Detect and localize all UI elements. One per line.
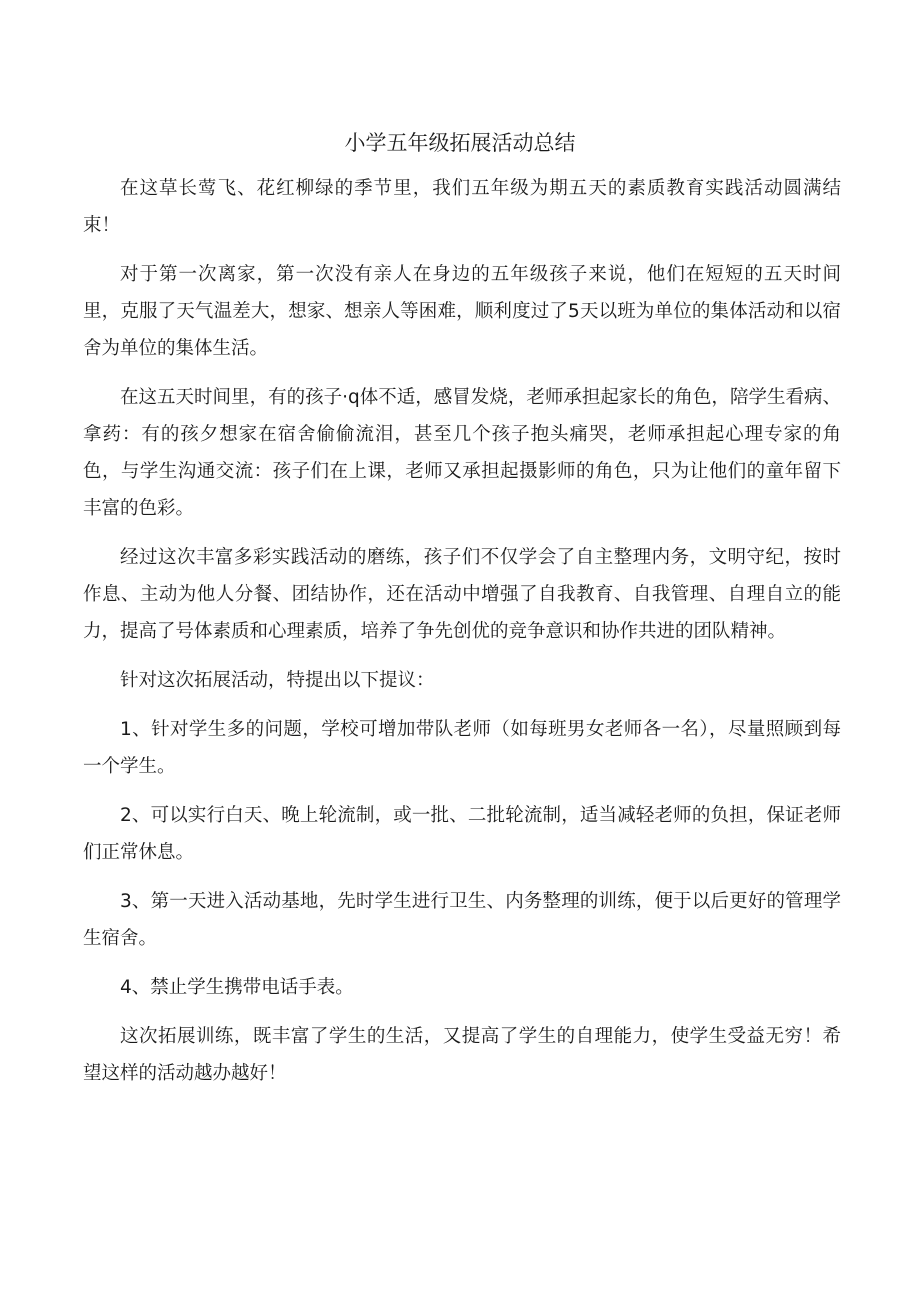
paragraph-suggestions-intro: 针对这次拓展活动，特提出以下提议：: [120, 670, 435, 691]
paragraph-first-time-away: 对于第一次离家，第一次没有亲人在身边的五年级孩子来说，他们在短短的五天时间里，克服了天气温差大，想家、想亲人等困难，顺利度过了5天以班为单位的集体活动和以宿舍为单位的集体生活。: [83, 264, 841, 359]
paragraph-intro: 在这草长莺飞、花红柳绿的季节里，我们五年级为期五天的素质教育实践活动圆满结束！: [83, 178, 841, 236]
suggestion-item-2: 2、可以实行白天、晚上轮流制，或一批、二批轮流制，适当减轻老师的负担，保证老师们正常休息。: [83, 805, 841, 863]
paragraph-teacher-roles: 在这五天时间里，有的孩子·q体不适，感冒发烧，老师承担起家长的角色，陪学生看病、拿药：有的孩夕想家在宿舍偷偷流泪，甚至几个孩子抱头痛哭，老师承担起心理专家的角色，与学生沟通交流：孩子们在上课，老师又承担起摄影师的角色，只为让他们的童年留下丰富的色彩。: [83, 387, 841, 519]
suggestion-item-4: 4、禁止学生携带电话手表。: [120, 977, 354, 998]
suggestion-item-1: 1、针对学生多的问题，学校可增加带队老师（如每班男女老师各一名），尽量照顾到每一个学生。: [83, 719, 841, 777]
page-title: 小学五年级拓展活动总结: [344, 131, 576, 155]
paragraph-achievements: 经过这次丰富多彩实践活动的磨练，孩子们不仅学会了自主整理内务，文明守纪，按时作息、主动为他人分餐、团结协作，还在活动中增强了自我教育、自我管理、自理自立的能力，提高了号体素质和心理素质，培养了争先创优的竞争意识和协作共进的团队精神。: [83, 547, 841, 642]
suggestion-item-3: 3、第一天进入活动基地，先时学生进行卫生、内务整理的训练，便于以后更好的管理学生宿舍。: [83, 891, 841, 949]
paragraph-conclusion: 这次拓展训练，既丰富了学生的生活，又提高了学生的自理能力，使学生受益无穷！希望这样的活动越办越好！: [83, 1026, 841, 1084]
document-body: [83, 170, 841, 1104]
